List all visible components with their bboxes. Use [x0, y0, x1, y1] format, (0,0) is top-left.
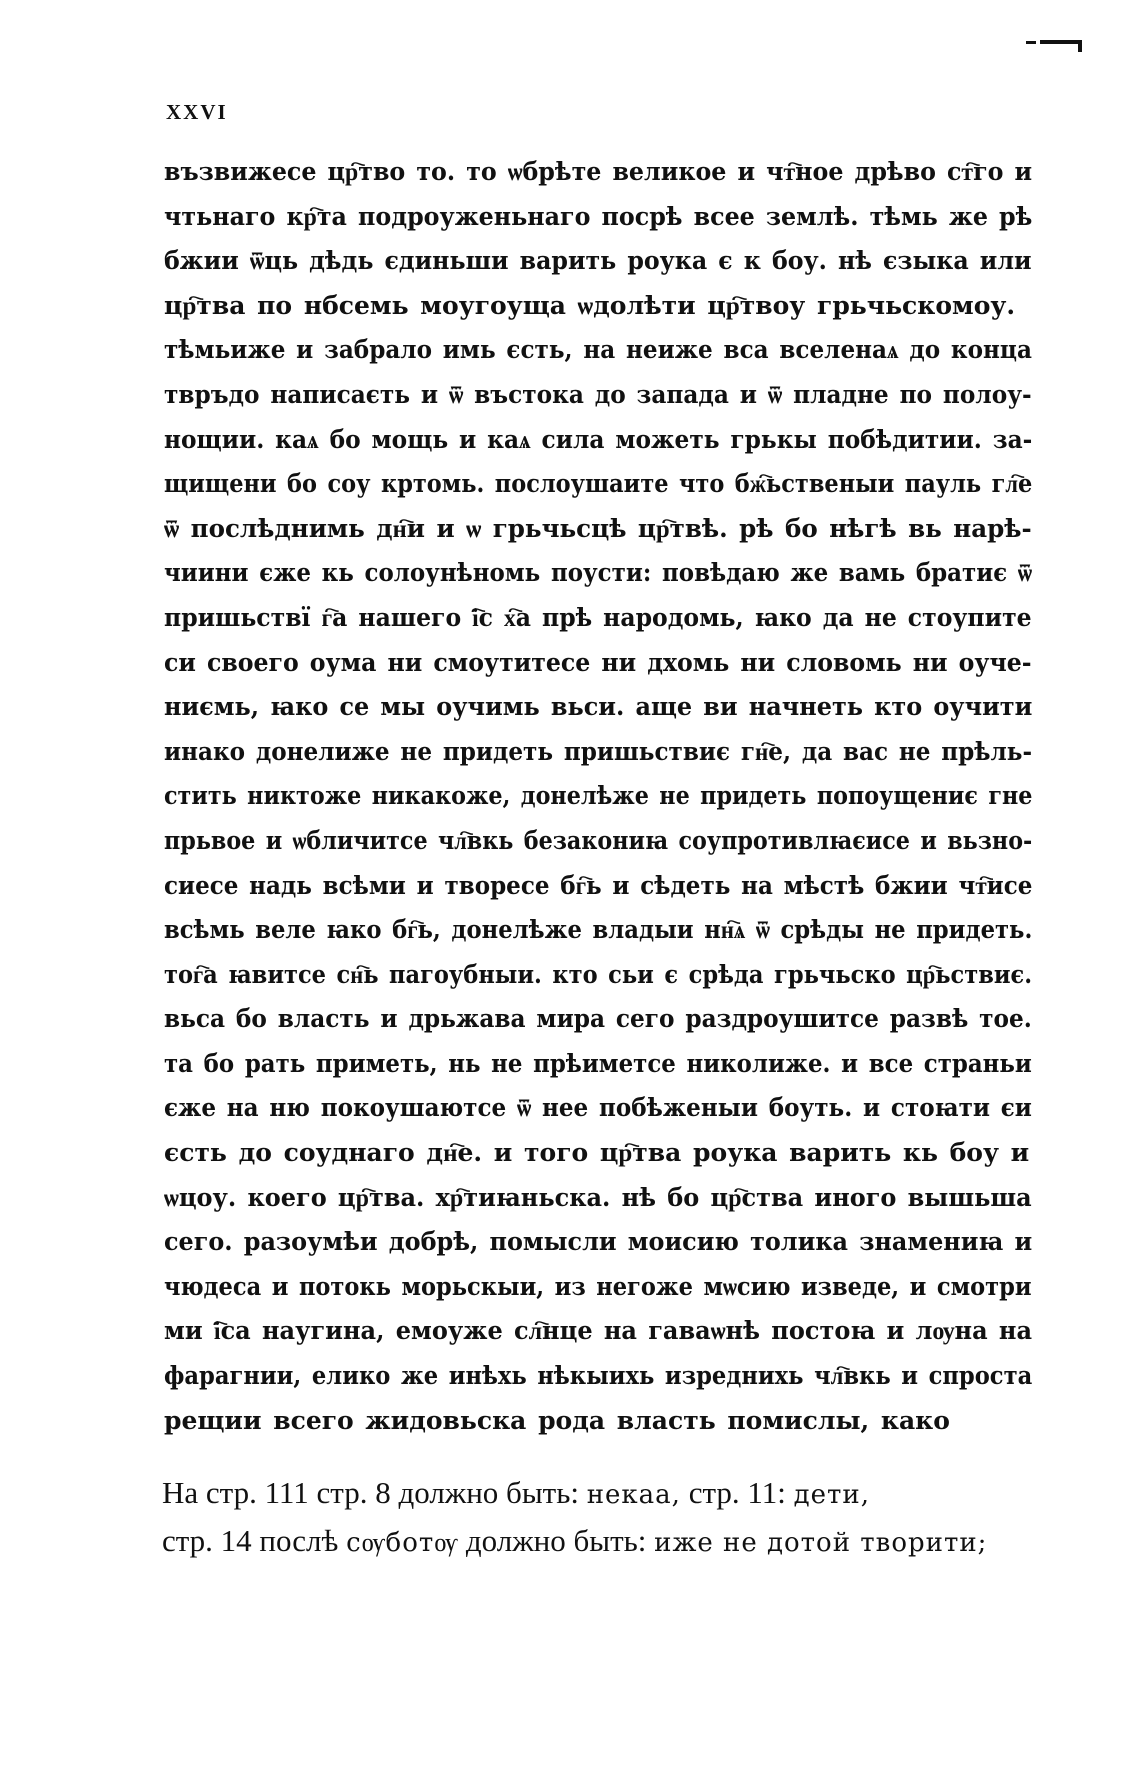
text-line: та бо рать приметь, нь не прѣиметсе николиже. и все страньи — [164, 1048, 1032, 1078]
text-line: чтьнаго кр҇та подроуженьнаго посрѣ всее землѣ. тѣмь же рѣ — [164, 201, 1033, 231]
text-line: чюдеса и потокь морьскыи, из негоже мѡсию изведе, и смотри — [164, 1271, 1032, 1301]
text-line: стить никтоже никакоже, донелѣже не придеть попоущениє гне — [164, 781, 1033, 811]
text-line: пришьствї г҇а нашего і҇с х҇а прѣ народомь, ꙗко да не стоупите — [164, 602, 1032, 632]
errata-correction: иже не дотой творити; — [654, 1528, 988, 1558]
text-line: инако донелиже не придеть пришьствиє гн҇е, да вас не прѣль- — [164, 736, 1033, 766]
errata-ref: стр. 14 послѣ — [162, 1523, 339, 1558]
old-slavonic-text-block — [164, 150, 1034, 1443]
errata-ref: стр. 11: — [688, 1475, 786, 1510]
text-line: тог҇а ꙗвитсе сн҇ь пагоубныи. кто сьи є срѣда грьчьско цр҇ьствиє. — [164, 959, 1033, 989]
text-line: ѡцоу. коего цр҇тва. хр҇тиꙗньска. нѣ бо цр҇ства иного вышьша — [164, 1182, 1032, 1212]
text-line: сего. разоумѣи добрѣ, помысли моисию толика знамениꙗ и — [164, 1227, 1033, 1257]
text-line: всѣмь веле ꙗко бг҇ь, донелѣже владыи нн҇ѧ ѿ срѣды не придеть. — [164, 915, 1033, 945]
errata-note — [162, 1470, 1042, 1566]
page-number: XXVI — [166, 100, 228, 124]
text-line: прьвое и ѡбличитсе чл҇вкь безакониꙗ соупротивлꙗєисе и вьзно- — [164, 825, 1033, 855]
text-line: си своего оума ни смоутитесе ни дхомь ни словомь ни оуче- — [164, 647, 1032, 677]
text-line: сиесе надь всѣми и творесе бг҇ь и сѣдеть на мѣстѣ бжии чт҇исе — [164, 870, 1033, 900]
errata-ref: должно быть: — [465, 1523, 647, 1558]
text-line: вьса бо власть и дрьжава мира сего раздроушитсе развѣ тое. — [164, 1004, 1032, 1034]
text-line: цр҇тва по нбсемь моугоуща ѡдолѣти цр҇твоу грьчьскомоу. — [164, 290, 1016, 320]
text-line: ѿ послѣднимь дн҇и и ѡ грьчьсцѣ цр҇твѣ. рѣ бо нѣгѣ вь нарѣ- — [164, 513, 1032, 543]
text-line: єже на ню покоушаютсе ѿ нее побѣженыи боуть. и стоꙗти єи — [164, 1093, 1032, 1123]
text-line: єсть до соуднаго дн҇е. и того цр҇тва роука варить кь боу и — [164, 1138, 1030, 1168]
errata-line-1 — [162, 1470, 1042, 1518]
errata-line-2 — [162, 1518, 1042, 1566]
text-line: ми і҇са наугина, емоуже сл҇нце на гаваѡнѣ постоꙗ и лѹна на — [164, 1316, 1033, 1346]
text-line: твръдо написаєть и ѿ въстока до запада и ѿ пладне по полоу- — [164, 379, 1032, 409]
text-line: фарагнии, елико же инѣхь нѣкыихь изреднихь чл҇вкь и спроста — [164, 1361, 1033, 1391]
text-line: рещии всего жидовьска рода власть помислы, како — [164, 1405, 950, 1435]
errata-ref: На стр. 111 стр. 8 должно быть: — [162, 1475, 579, 1510]
text-line: щищени бо соу кртомь. послоушаите что бж҇ьственыи пауль гл҇е — [164, 469, 1033, 499]
errata-correction: некаа, — [586, 1480, 681, 1510]
text-line: ниємь, ꙗко се мы оучимь вьси. аще ви начнеть кто оучити — [164, 692, 1033, 722]
errata-correction: дети, — [793, 1480, 870, 1510]
corner-binding-mark — [1026, 38, 1084, 52]
text-line: възвижесе цр҇тво то. то ѡбрѣте великое и чт҇ное дрѣво ст҇го и — [164, 157, 1033, 186]
text-line: нощии. каѧ бо мощь и каѧ сила можеть грькы побѣдитии. за- — [164, 424, 1033, 454]
errata-word: сѹботѹ — [346, 1528, 459, 1558]
text-line: чиини єже кь солоунѣномь поусти: повѣдаю же вамь братиє ѿ — [164, 558, 1033, 588]
text-line: бжии ѿць дѣдь єдиньши варить роука є к боу. нѣ єзыка или — [164, 246, 1032, 276]
text-line: тѣмьиже и забрало имь єсть, на неиже вса вселенаѧ до конца — [164, 335, 1032, 365]
